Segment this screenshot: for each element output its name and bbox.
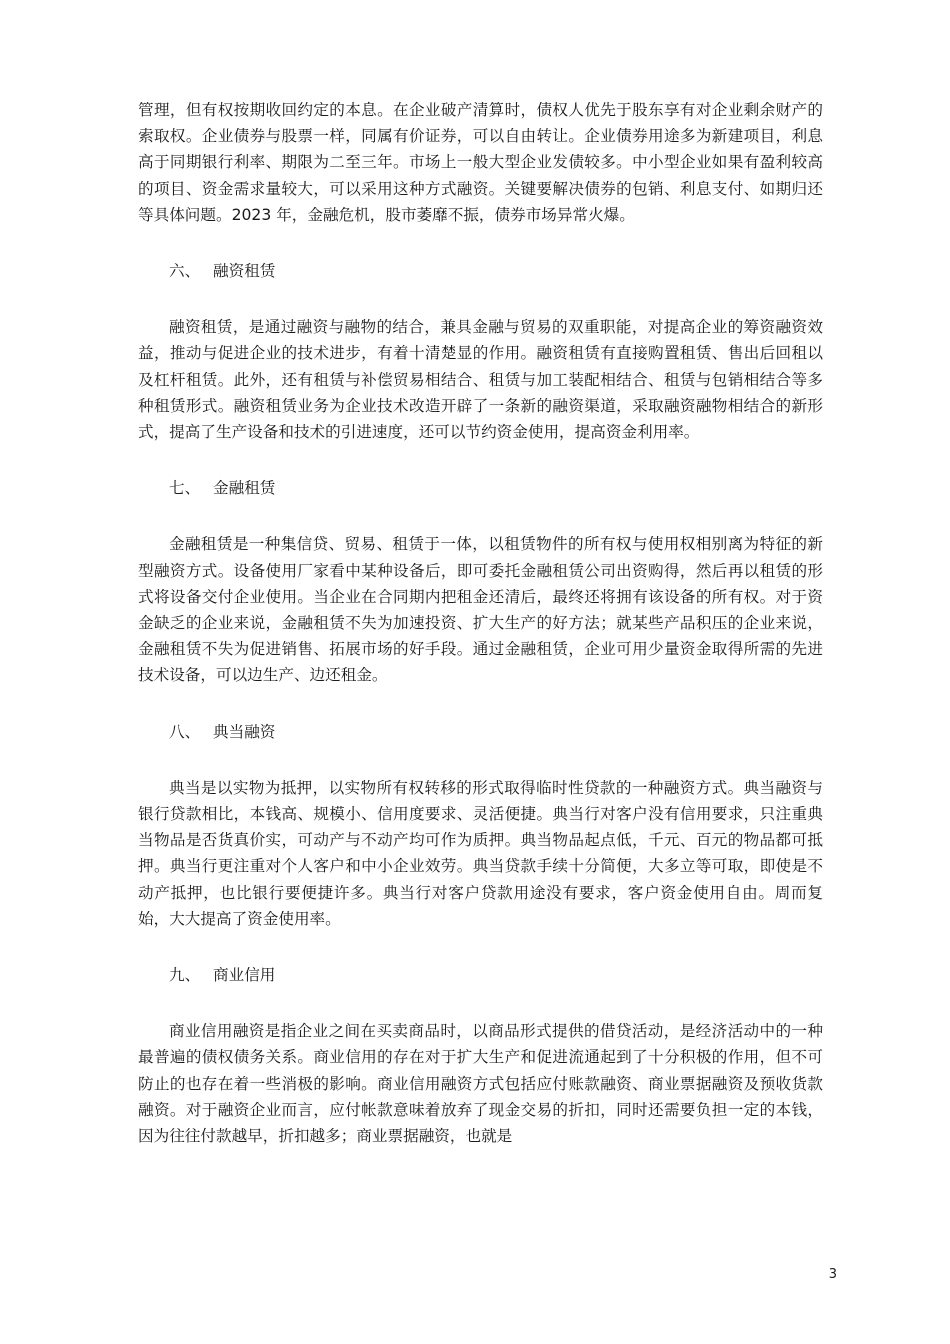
intro-paragraph: 管理，但有权按期收回约定的本息。在企业破产清算时，债权人优先于股东享有对企业剩余财产的索取权。企业债券与股票一样，同属有价证券，可以自由转让。企业债券用途多为新建项目，利息高于同期银行利率、期限为二至三年。市场上一般大型企业发债较多。中小型企业如果有盈利较高的项目、资金需求量较大，可以采用这种方式融资。关键要解决债券的包销、利息支付、如期归还等具体问题。2023 年，金融危机，股市萎靡不振，债券市场异常火爆。 (138, 101, 823, 224)
section-heading-6 (169, 258, 823, 284)
section-heading-9 (169, 962, 823, 988)
section-paragraph-9: 商业信用融资是指企业之间在买卖商品时，以商品形式提供的借贷活动，是经济活动中的一种最普遍的债权债务关系。商业信用的存在对于扩大生产和促进流通起到了十分积极的作用，但不可防止的也存在着一些消极的影响。商业信用融资方式包括应付账款融资、商业票据融资及预收货款融资。对于融资企业而言，应付帐款意味着放弃了现金交易的折扣，同时还需要负担一定的本钱，因为往往付款越早，折扣越多；商业票据融资，也就是 (138, 1022, 823, 1146)
page-number: 3 (828, 1267, 837, 1282)
section-paragraph-8: 典当是以实物为抵押，以实物所有权转移的形式取得临时性贷款的一种融资方式。典当融资与银行贷款相比，本钱高、规模小、信用度要求、灵活便捷。典当行对客户没有信用要求，只注重典当物品是否货真价实，可动产与不动产均可作为质押。典当物品起点低，千元、百元的物品都可抵押。典当行更注重对个人客户和中小企业效劳。典当贷款手续十分简便，大多立等可取，即使是不动产抵押，也比银行要便捷许多。典当行对客户贷款用途没有要求，客户资金使用自由。周而复始，大大提高了资金使用率。 (138, 778, 823, 928)
section-paragraph-7: 金融租赁是一种集信贷、贸易、租赁于一体，以租赁物件的所有权与使用权相别离为特征的新型融资方式。设备使用厂家看中某种设备后，即可委托金融租赁公司出资购得，然后再以租赁的形式将设备交付企业使用。当企业在合同期内把租金还清后，最终还将拥有该设备的所有权。对于资金缺乏的企业来说，金融租赁不失为加速投资、扩大生产的好方法；就某些产品积压的企业来说，金融租赁不失为促进销售、拓展市场的好手段。通过金融租赁，企业可用少量资金取得所需的先进技术设备，可以边生产、边还租金。 (138, 535, 823, 685)
section-heading-7 (169, 475, 823, 501)
section-heading-8 (169, 719, 823, 745)
section-number: 六、 (169, 262, 201, 281)
section-number: 八、 (169, 722, 201, 741)
section-title: 融资租赁 (213, 262, 276, 281)
section-paragraph-6: 融资租赁，是通过融资与融物的结合，兼具金融与贸易的双重职能，对提高企业的筹资融资效益，推动与促进企业的技术进步，有着十清楚显的作用。融资租赁有直接购置租赁、售出后回租以及杠杆租赁。此外，还有租赁与补偿贸易相结合、租赁与加工装配相结合、租赁与包销相结合等多种租赁形式。融资租赁业务为企业技术改造开辟了一条新的融资渠道，采取融资融物相结合的新形式，提高了生产设备和技术的引进速度，还可以节约资金使用，提高资金利用率。 (138, 318, 823, 442)
document-body (138, 97, 823, 1149)
section-title: 商业信用 (213, 966, 276, 985)
section-number: 九、 (169, 966, 201, 985)
section-title: 金融租赁 (213, 479, 276, 498)
section-number: 七、 (169, 479, 201, 498)
section-title: 典当融资 (213, 722, 276, 741)
